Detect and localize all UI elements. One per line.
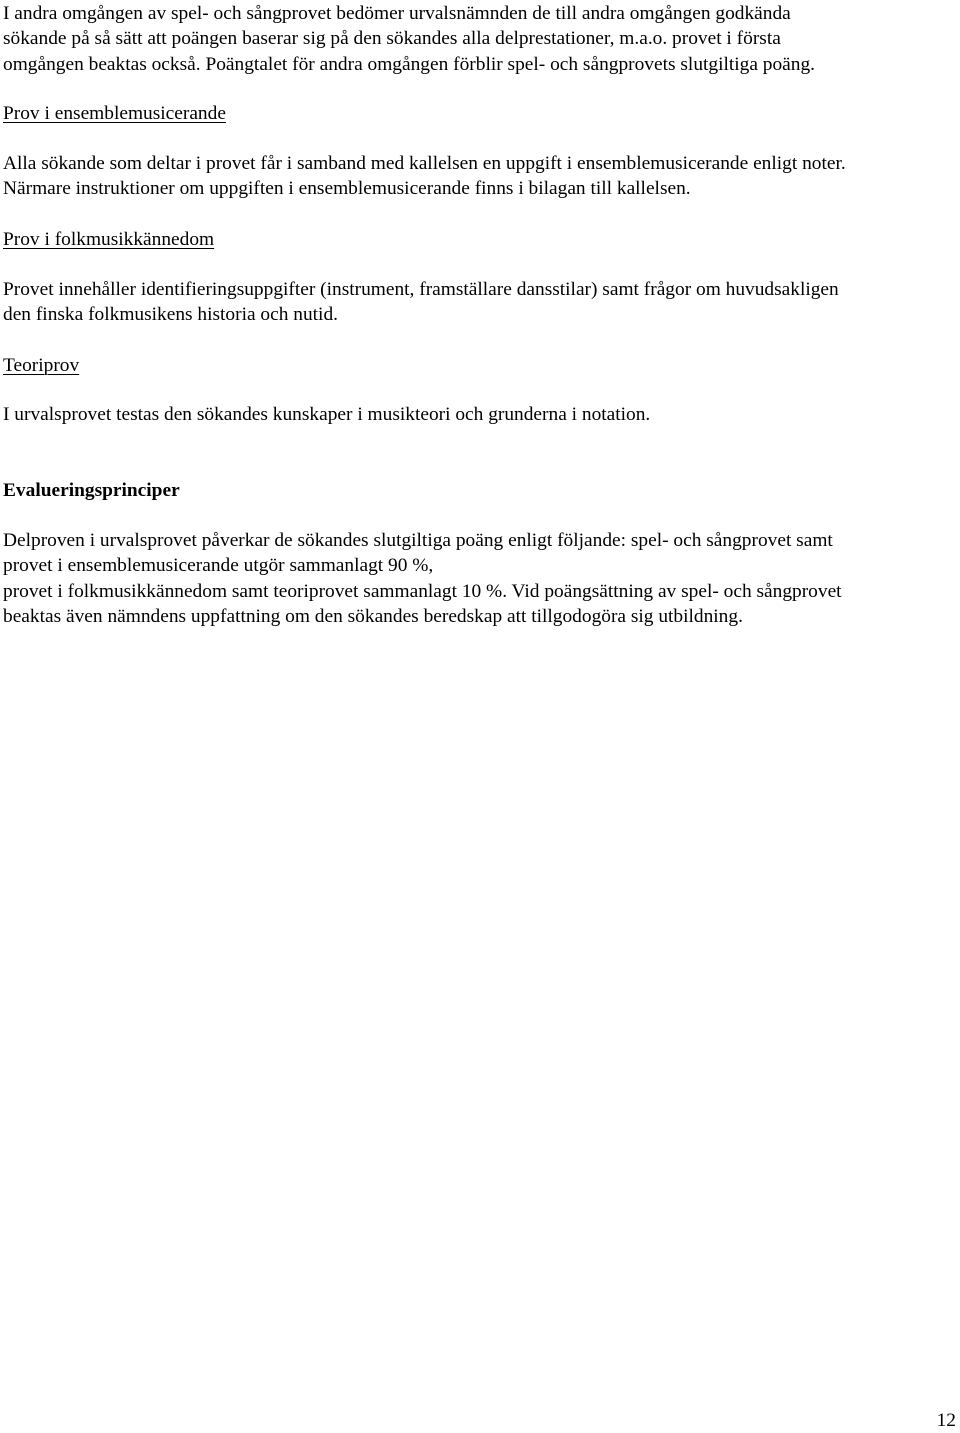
- ensemble-line: Närmare instruktioner om uppgiften i ensemblemusicerande finns i bilagan till kallelsen.: [3, 178, 691, 200]
- theory-line: I urvalsprovet testas den sökandes kunskaper i musikteori och grunderna i notation.: [3, 404, 651, 425]
- ensemble-heading: Prov i ensemblemusicerande: [3, 103, 226, 124]
- theory-heading: Teoriprov: [3, 355, 80, 376]
- intro-line: I andra omgången av spel- och sångprovet bedömer urvalsnämnden de till andra omgången godkända: [3, 3, 791, 24]
- folk-heading: Prov i folkmusikkännedom: [3, 229, 215, 250]
- intro-paragraph: [3, 1, 815, 77]
- evaluation-paragraph: [3, 528, 842, 629]
- evaluation-line: provet i folkmusikkännedom samt teoriprovet sammanlagt 10 %. Vid poängsättning av spel- och sångprovet: [3, 580, 842, 602]
- folk-line: den finska folkmusikens historia och nutid.: [3, 304, 338, 326]
- page-number: 12: [936, 1410, 956, 1431]
- intro-line: omgången beaktas också. Poängtalet för andra omgången förblir spel- och sångprovets slutgiltiga poäng.: [3, 53, 816, 75]
- intro-line: sökande på så sätt att poängen baserar sig på den sökandes alla delprestationer, m.a.o. provet i första: [3, 28, 781, 50]
- evaluation-line: Delproven i urvalsprovet påverkar de sökandes slutgiltiga poäng enligt följande: spel- och sångprovet samt: [3, 530, 833, 551]
- ensemble-line: Alla sökande som deltar i provet får i samband med kallelsen en uppgift i ensemblemusicerande enligt noter.: [3, 153, 846, 174]
- evaluation-line: provet i ensemblemusicerande utgör sammanlagt 90 %,: [3, 555, 434, 577]
- theory-paragraph: [3, 402, 650, 427]
- folk-paragraph: [3, 277, 839, 328]
- evaluation-heading: Evalueringsprinciper: [3, 480, 180, 501]
- ensemble-paragraph: [3, 151, 846, 202]
- folk-line: Provet innehåller identifieringsuppgifter (instrument, framställare dansstilar) samt frågor om huvudsakligen: [3, 279, 839, 300]
- evaluation-line: beaktas även nämndens uppfattning om den sökandes beredskap att tillgodogöra sig utbildning.: [3, 605, 743, 627]
